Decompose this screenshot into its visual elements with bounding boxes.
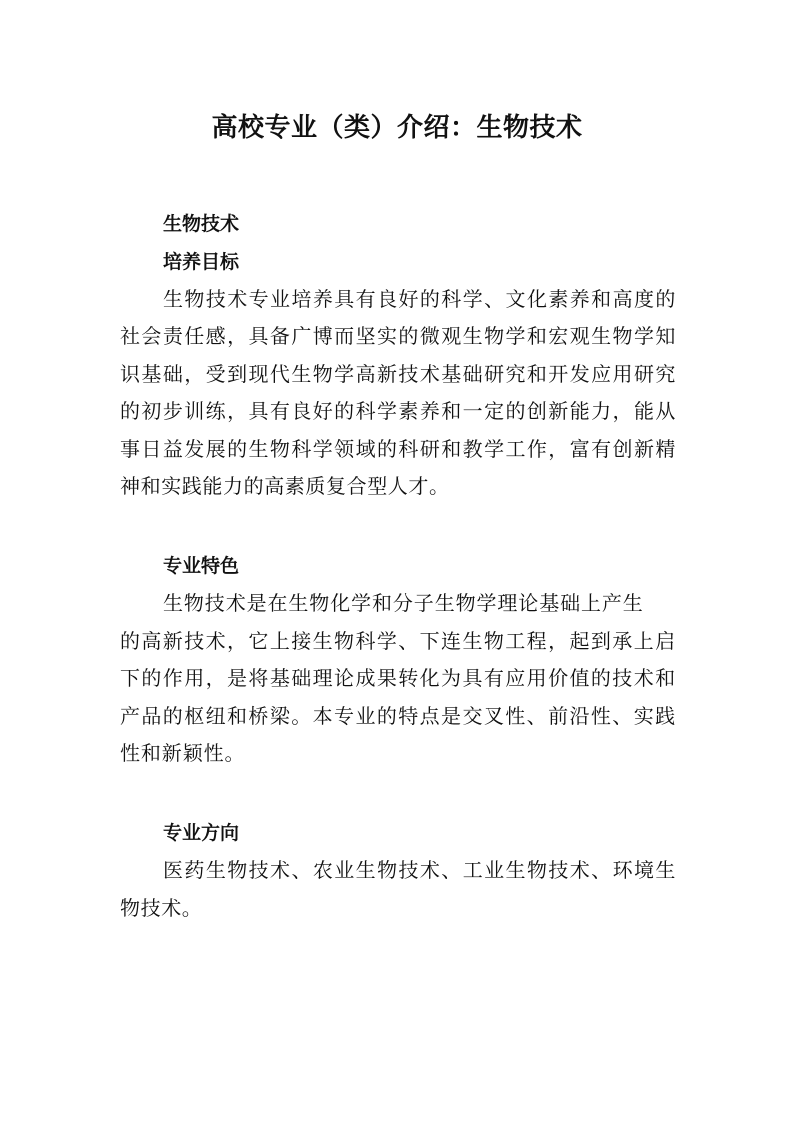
section-body-training-goals: 生物技术专业培养具有良好的科学、文化素养和高度的社会责任感，具备广博而坚实的微观生物学和宏观生物学知识基础，受到现代生物学高新技术基础研究和开发应用研究的初步训练，具有良好的科学素养和一定的创新能力，能从事日益发展的生物科学领域的科研和教学工作，富有创新精神和实践能力的高素质复合型人才。: [120, 287, 676, 499]
document-body: [120, 205, 676, 927]
document-title: 高校专业（类）介绍：生物技术: [211, 113, 583, 143]
section-body-continuation: 的高新技术，它上接生物科学、下连生物工程，起到承上启下的作用，是将基础理论成果转化为具有应用价值的技术和产品的枢纽和桥梁。本专业的特点是交叉性、前沿性、实践性和新颖性。: [120, 628, 676, 766]
section-heading-major-features: 专业特色: [163, 555, 240, 578]
section-body-major-directions: 医药生物技术、农业生物技术、工业生物技术、环境生物技术。: [120, 858, 676, 920]
section-body-major-features: [120, 585, 676, 772]
section-heading-training-goals: 培养目标: [163, 251, 240, 273]
section-spacer: [120, 772, 676, 814]
section-heading-major-directions: 专业方向: [163, 822, 240, 845]
major-name-heading: 生物技术: [163, 213, 240, 235]
section-spacer: [120, 505, 676, 547]
section-body-first-line: 生物技术是在生物化学和分子生物学理论基础上产生: [163, 591, 644, 616]
